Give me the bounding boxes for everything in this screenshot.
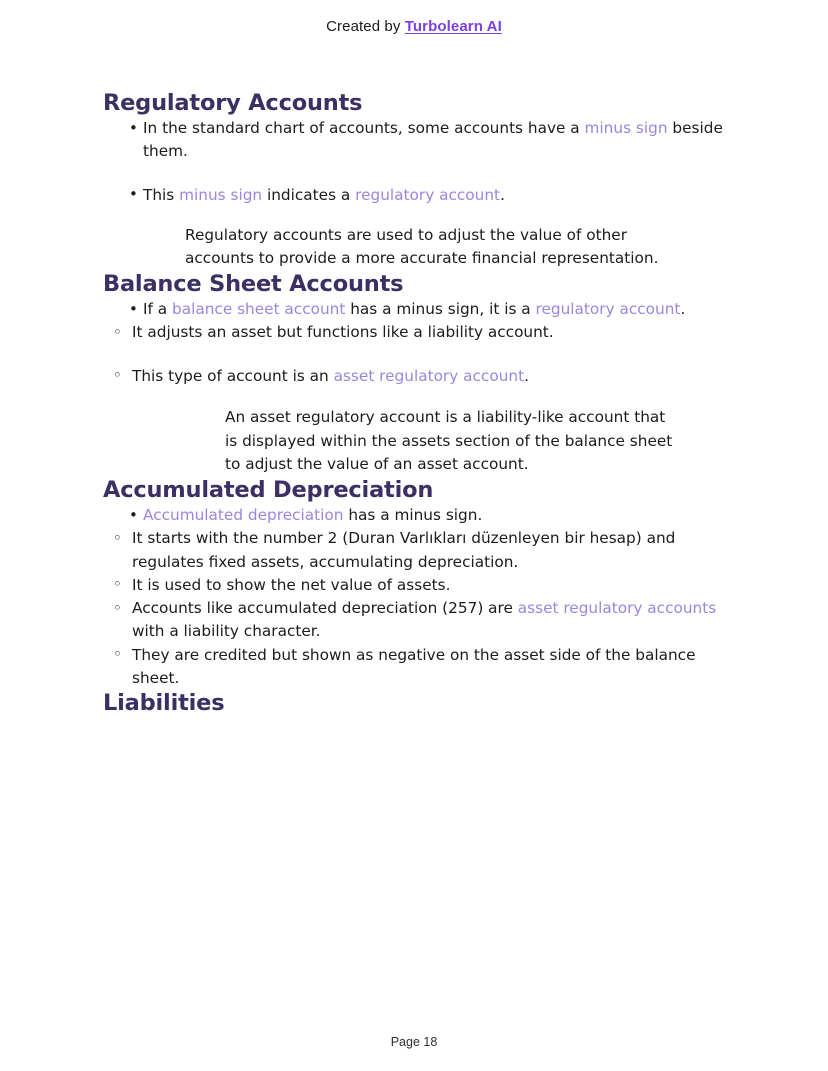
text-run: has a minus sign. — [343, 506, 483, 525]
created-by-credit — [0, 18, 828, 35]
accent-term: balance sheet account — [172, 300, 346, 319]
text-run: . — [680, 300, 686, 319]
list-item — [103, 574, 728, 597]
balance-sheet-sub-bullet-list — [103, 321, 728, 388]
accent-term: regulatory account — [535, 300, 681, 319]
text-run: beside them. — [143, 119, 723, 161]
accumulated-depreciation-bullet-list — [103, 504, 728, 527]
balance-sheet-bullet-list — [103, 298, 728, 321]
page-number-label: Page 18 — [390, 1035, 438, 1049]
heading-balance-sheet-accounts: Balance Sheet Accounts — [103, 271, 404, 298]
regulatory-bullet-list — [103, 117, 728, 207]
created-by-prefix: Created by — [326, 18, 401, 35]
list-item — [103, 298, 728, 321]
page-footer — [0, 1035, 828, 1049]
text-run: If a — [143, 300, 172, 319]
text-run: with a liability character. — [132, 622, 321, 641]
list-item — [103, 365, 728, 388]
list-item — [103, 184, 728, 207]
regulatory-note: Regulatory accounts are used to adjust the value of other accounts to provide a more accurate financial representation. — [185, 225, 659, 268]
turbolearn-link[interactable]: Turbolearn AI — [404, 18, 502, 35]
text-run: has a minus sign, it is a — [345, 300, 536, 319]
heading-liabilities: Liabilities — [103, 690, 225, 717]
accent-term: Accumulated depreciation — [143, 506, 344, 525]
list-item — [103, 321, 728, 344]
list-item — [103, 597, 728, 644]
accumulated-depreciation-sub-bullet-list — [103, 527, 728, 690]
heading-regulatory-accounts: Regulatory Accounts — [103, 90, 363, 116]
text-run: It adjusts an asset but functions like a liability account. — [132, 323, 554, 342]
list-item — [103, 644, 728, 691]
text-run: indicates a — [262, 185, 356, 204]
text-run: They are credited but shown as negative on the asset side of the balance sheet. — [132, 645, 696, 687]
text-run: It is used to show the net value of assets. — [132, 575, 451, 594]
list-item — [103, 117, 728, 164]
accent-term: minus sign — [584, 119, 668, 137]
list-item — [103, 504, 728, 527]
text-run: This type of account is an — [132, 366, 334, 385]
accent-term: asset regulatory accounts — [517, 599, 717, 618]
text-run: This — [143, 185, 180, 204]
list-item — [103, 527, 728, 574]
accent-term: regulatory account — [355, 185, 501, 204]
text-run: . — [500, 185, 505, 204]
text-run: . — [524, 366, 529, 385]
document-content — [103, 90, 728, 717]
balance-sheet-note: An asset regulatory account is a liability-like account that is displayed within the assets section of the balance sheet to adjust the value of an asset account. — [225, 407, 673, 474]
text-run: It starts with the number 2 (Duran Varlıkları düzenleyen bir hesap) and regulates fixed assets, accumulating depreciation. — [132, 529, 676, 571]
accent-term: minus sign — [179, 185, 263, 204]
text-run: Accounts like accumulated depreciation (257) are — [132, 599, 518, 618]
text-run: In the standard chart of accounts, some accounts have a — [143, 119, 585, 137]
heading-accumulated-depreciation: Accumulated Depreciation — [103, 477, 434, 504]
accent-term: asset regulatory account — [333, 366, 525, 385]
